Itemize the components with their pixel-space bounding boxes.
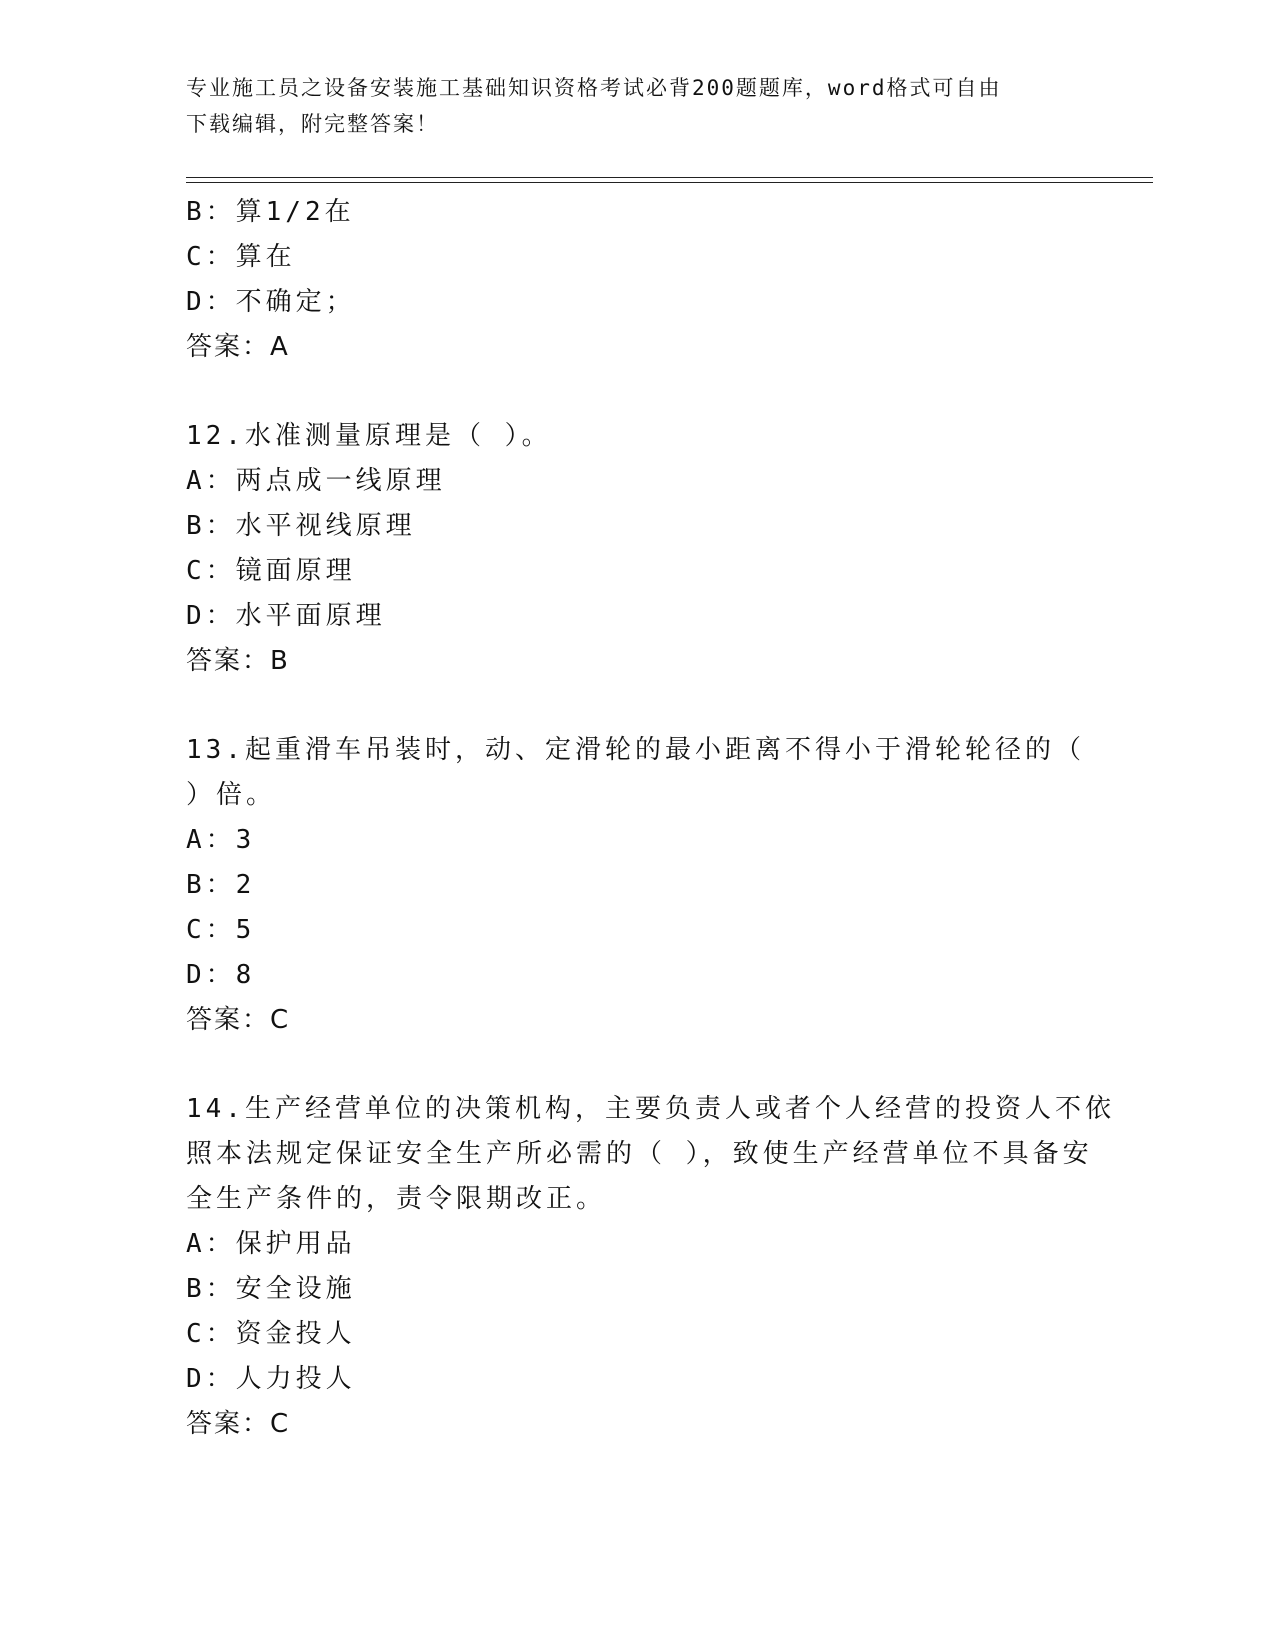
question-stem-line-2: 照本法规定保证安全生产所必需的（ ），致使生产经营单位不具备安 xyxy=(186,1139,1093,1169)
option-d: D：水平面原理 xyxy=(186,601,386,631)
question-stem-line-2: ）倍。 xyxy=(186,780,277,810)
option-d: D：不确定； xyxy=(186,287,356,317)
option-c: C：5 xyxy=(186,915,256,945)
question-stem-line-1: 13.起重滑车吊装时，动、定滑轮的最小距离不得小于滑轮轮径的（ xyxy=(186,735,1085,765)
question-stem-line-3: 全生产条件的，责令限期改正。 xyxy=(186,1184,607,1214)
answer: 答案：B xyxy=(186,646,290,676)
option-c: C：资金投人 xyxy=(186,1319,356,1349)
header-title-line-1: 专业施工员之设备安装施工基础知识资格考试必背200题题库，word格式可自由 xyxy=(186,76,1002,100)
document-header xyxy=(186,70,1066,142)
answer: 答案：C xyxy=(186,1409,291,1439)
header-title-line-2: 下载编辑，附完整答案！ xyxy=(186,112,439,136)
question-list xyxy=(186,190,1115,1447)
option-d: D：8 xyxy=(186,960,256,990)
option-d: D：人力投人 xyxy=(186,1364,356,1394)
option-b: B：2 xyxy=(186,870,256,900)
answer: 答案：C xyxy=(186,1005,291,1035)
option-c: C：算在 xyxy=(186,242,296,272)
question-12 xyxy=(186,414,1086,684)
option-a: A：3 xyxy=(186,825,256,855)
question-13 xyxy=(186,728,1086,1043)
option-a: A：两点成一线原理 xyxy=(186,466,446,496)
question-11 xyxy=(186,190,1086,370)
answer: 答案：A xyxy=(186,332,290,362)
option-c: C：镜面原理 xyxy=(186,556,356,586)
question-stem: 12.水准测量原理是（ ）。 xyxy=(186,421,552,451)
header-divider-top xyxy=(186,177,1153,178)
option-b: B：安全设施 xyxy=(186,1274,356,1304)
question-stem-line-1: 14.生产经营单位的决策机构，主要负责人或者个人经营的投资人不依 xyxy=(186,1094,1115,1124)
question-14 xyxy=(186,1087,1115,1447)
header-divider-bottom xyxy=(186,182,1153,183)
option-b: B：水平视线原理 xyxy=(186,511,416,541)
option-b: B：算1/2在 xyxy=(186,197,355,227)
option-a: A：保护用品 xyxy=(186,1229,356,1259)
